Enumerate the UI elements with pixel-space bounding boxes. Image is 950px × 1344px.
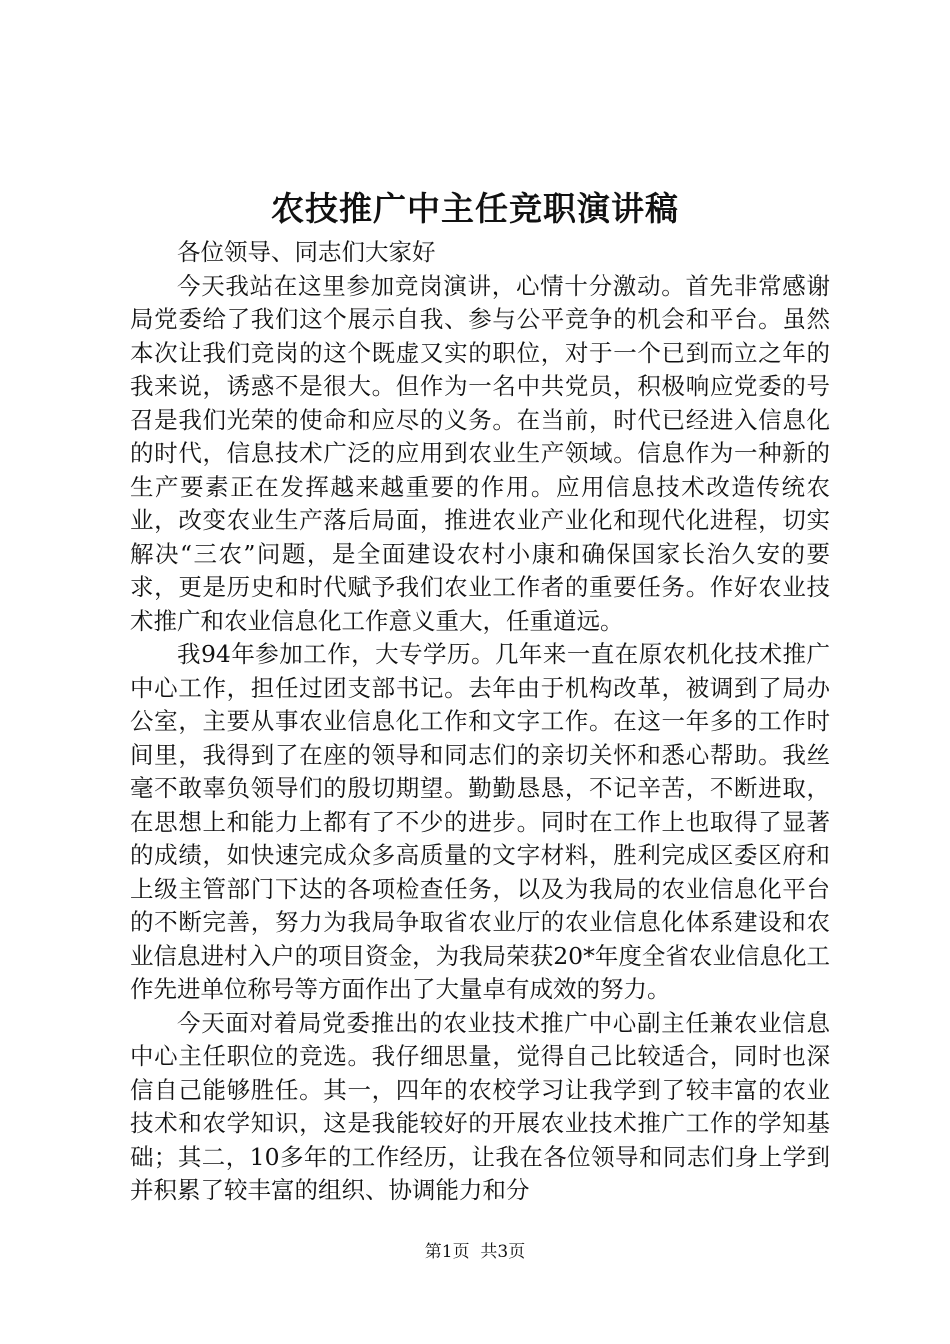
body-paragraph: 今天面对着局党委推出的农业技术推广中心副主任兼农业信息中心主任职位的竞选。我仔细思量，觉得自己比较适合，同时也深信自己能够胜任。其一，四年的农校学习让我学到了较丰富的农业技术和农学知识，这是我能较好的开展农业技术推广工作的学知基础；其二，10多年的工作经历，让我在各位领导和同志们身上学到并积累了较丰富的组织、协调能力和分: [130, 1008, 830, 1204]
document-title: 农技推广中主任竞职演讲稿: [271, 189, 679, 228]
greeting-paragraph: 各位领导、同志们大家好: [177, 238, 436, 266]
page-total: 共3页: [480, 1242, 526, 1262]
page-footer: [0, 1240, 950, 1264]
body-paragraph: 我94年参加工作，大专学历。几年来一直在原农机化技术推广中心工作，担任过团支部书记。去年由于机构改革，被调到了局办公室，主要从事农业信息化工作和文字工作。在这一年多的工作时间里，我得到了在座的领导和同志们的亲切关怀和悉心帮助。我丝毫不敢辜负领导们的殷切期望。勤勤恳恳，不记辛苦，不断进取，在思想上和能力上都有了不少的进步。同时在工作上也取得了显著的成绩，如快速完成众多高质量的文字材料，胜利完成区委区府和上级主管部门下达的各项检查任务，以及为我局的农业信息化平台的不断完善，努力为我局争取省农业厅的农业信息化体系建设和农业信息进村入户的项目资金，为我局荣获20*年度全省农业信息化工作先进单位称号等方面作出了大量卓有成效的努力。: [130, 640, 830, 1003]
page-number: 第1页: [424, 1242, 470, 1262]
body-paragraph: 今天我站在这里参加竞岗演讲，心情十分激动。首先非常感谢局党委给了我们这个展示自我、参与公平竞争的机会和平台。虽然本次让我们竞岗的这个既虚又实的职位，对于一个已到而立之年的我来说，诱惑不是很大。但作为一名中共党员，积极响应党委的号召是我们光荣的使命和应尽的义务。在当前，时代已经进入信息化的时代，信息技术广泛的应用到农业生产领域。信息作为一种新的生产要素正在发挥越来越重要的作用。应用信息技术改造传统农业，改变农业生产落后局面，推进农业产业化和现代化进程，切实解决“三农”问题，是全面建设农村小康和确保国家长治久安的要求，更是历史和时代赋予我们农业工作者的重要任务。作好农业技术推广和农业信息化工作意义重大，任重道远。: [130, 271, 830, 635]
document-body: [130, 236, 830, 1208]
